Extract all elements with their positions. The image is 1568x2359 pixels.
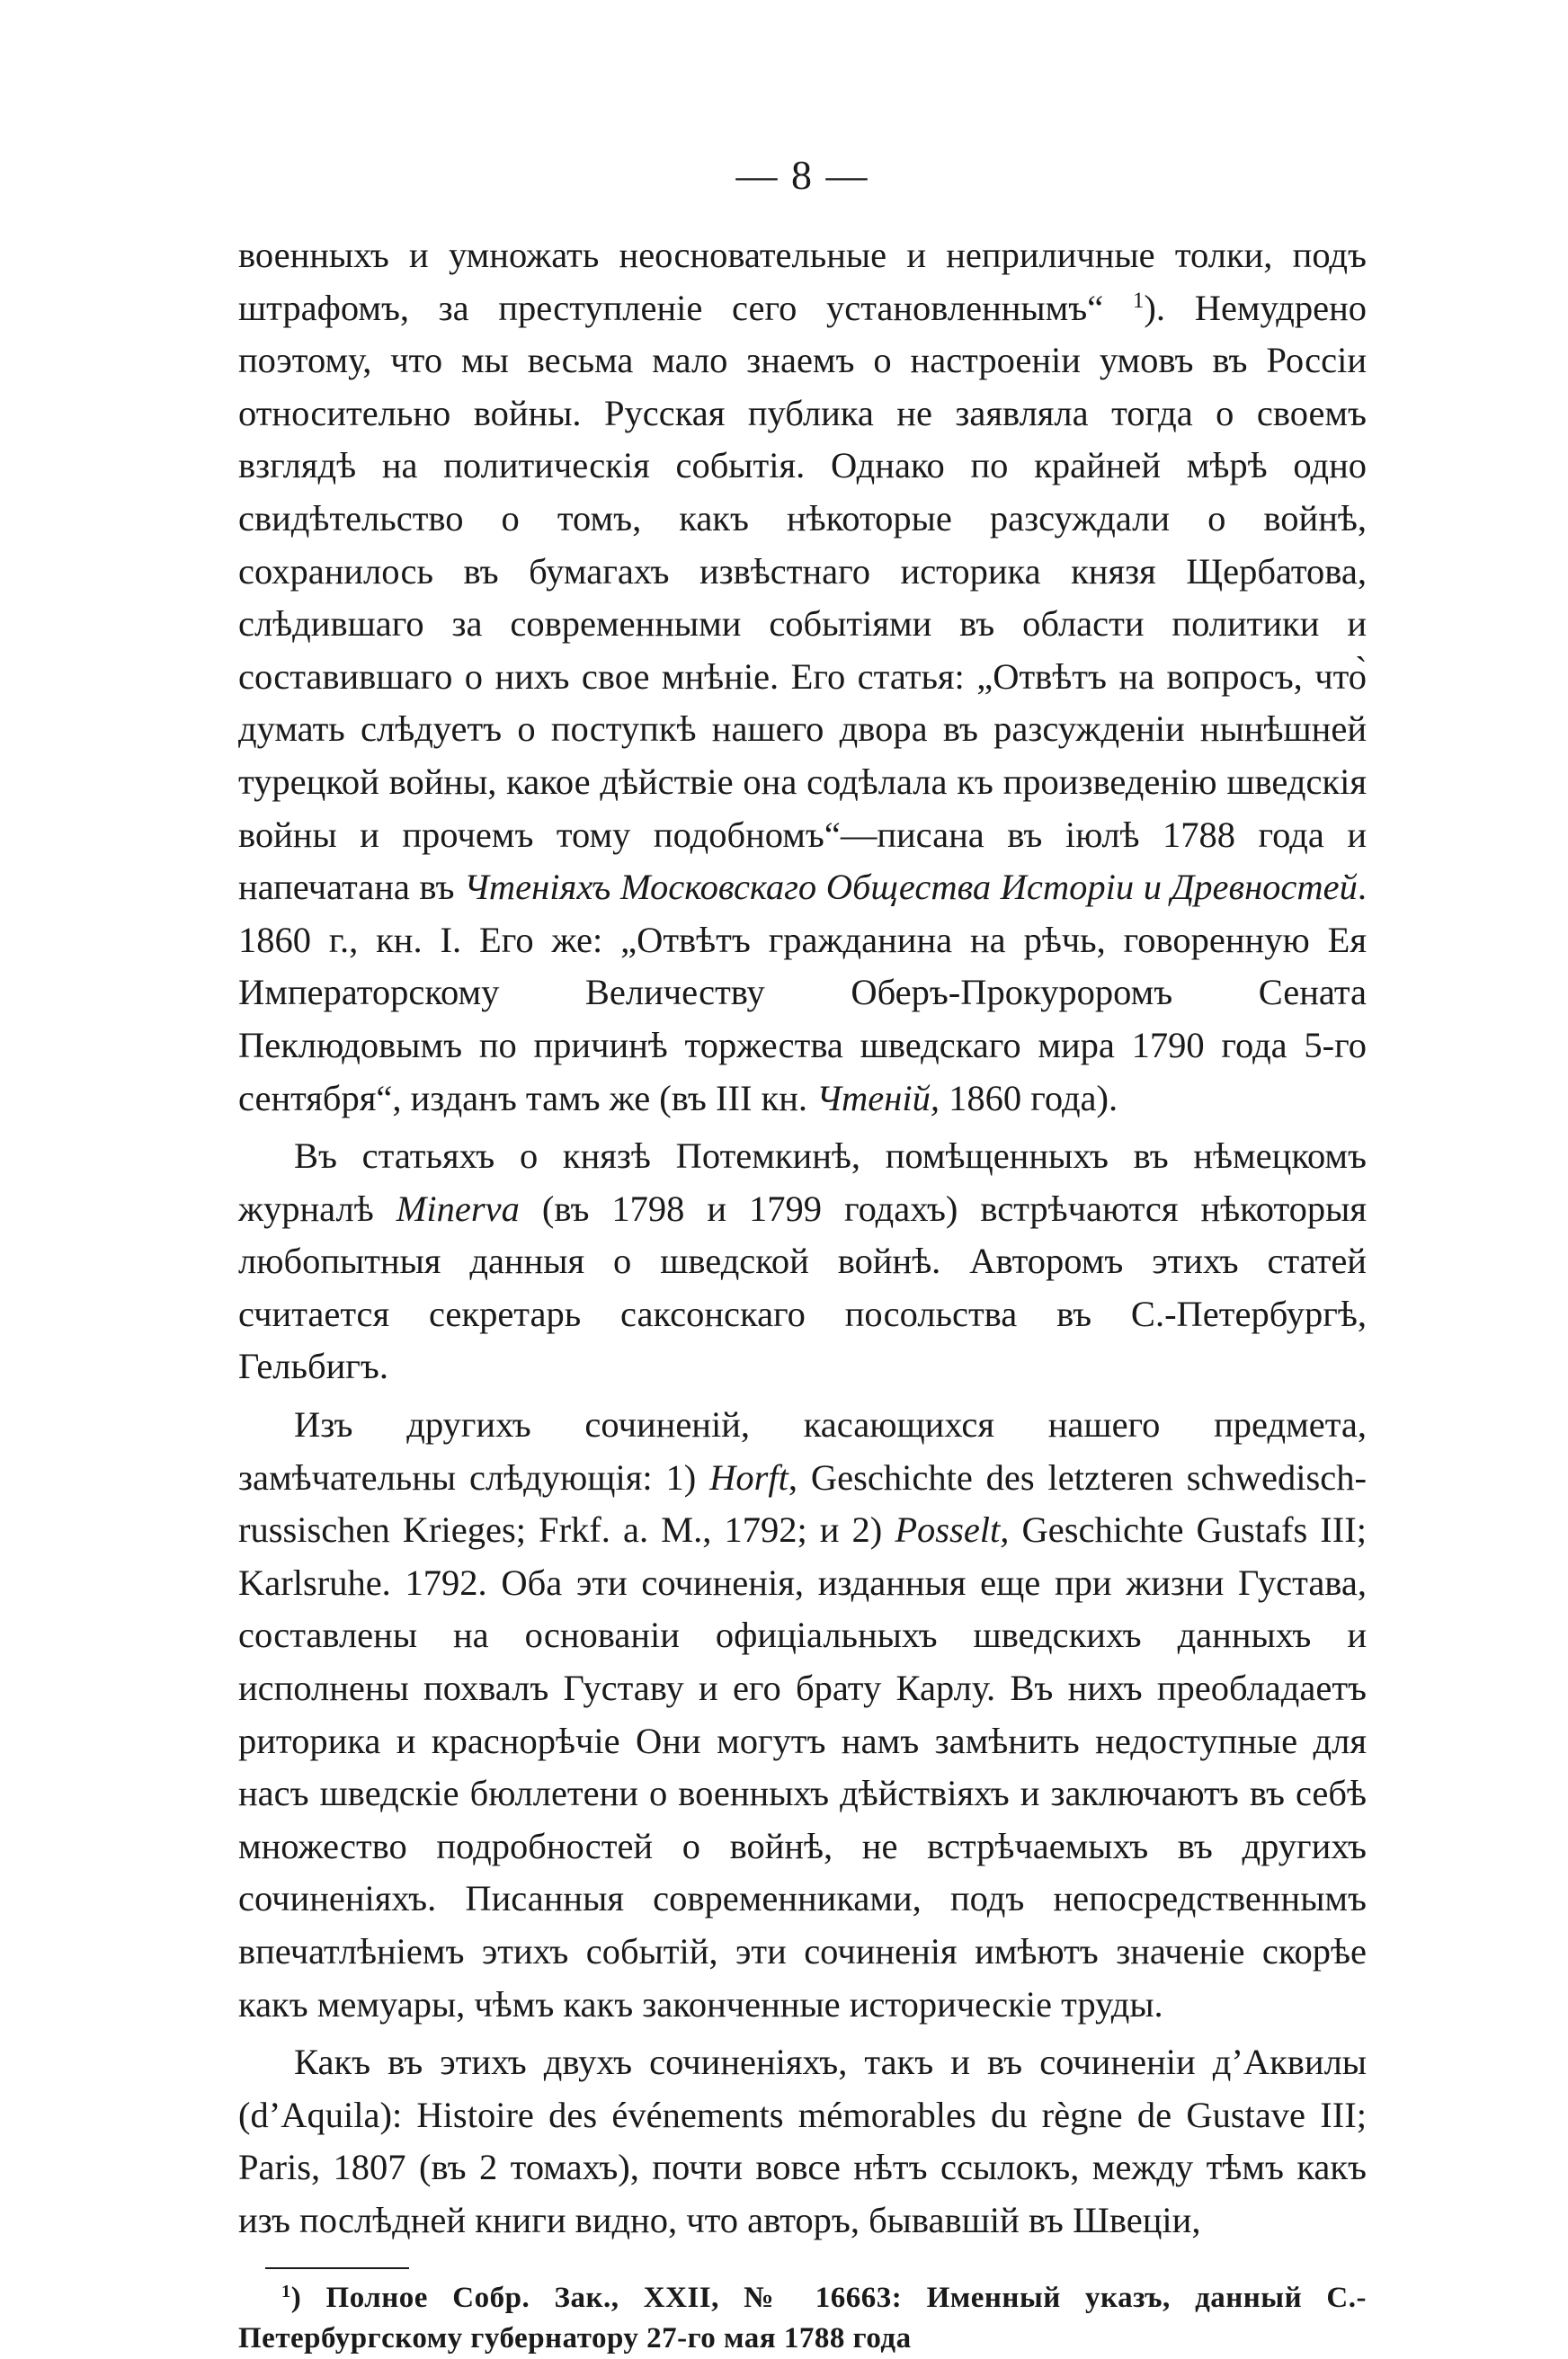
text-run-italic: Horft [709,1456,788,1498]
paragraph [238,229,1367,1125]
text-run: 1860 года). [940,1077,1118,1118]
paragraph [238,1130,1367,1393]
footnotes [238,2278,1367,2359]
text-run: ). Немудрено поэтому, что мы весьма мало знаемъ о настроеніи умовъ въ Россіи относительно войны. Русская публика не заявляла тогда о своемъ взглядѣ на политическія событія. Однако по крайней мѣрѣ одно свидѣтельство о томъ, какъ нѣкоторые разсуждали о войнѣ, сохранилось въ бумагахъ извѣстнаго историка князя Щербатова, слѣдившаго за современными событіями въ области политики и составившаго о нихъ свое мнѣніе. Его статья: „Отвѣтъ на вопросъ, что̀ думать слѣдуетъ о поступкѣ нашего двора въ разсужденіи нынѣшней турецкой войны, какое дѣйствіе она содѣлала къ произведенію шведскія войны и прочемъ тому подобномъ“—писана въ іюлѣ 1788 года и напечатана въ [238,287,1367,908]
paragraph [238,2036,1367,2247]
text-run-italic: Чтеній, [816,1077,940,1118]
footnote-marker: 1 [281,2281,291,2301]
text-run: Geschichte Gustafs III; Karlsruhe. 1792. Оба эти сочиненія, изданныя еще при жизни Густава, составлены на основаніи офиціальныхъ шведскихъ данныхъ и исполнены похвалъ Густаву и его брату Карлу. Въ нихъ преобладаетъ риторика и краснорѣчіе Они могутъ намъ замѣнить недоступные для насъ шведскіе бюллетени о военныхъ дѣйствіяхъ и заключаютъ въ себѣ множество подробностей о войнѣ, не встрѣчаемыхъ въ другихъ сочиненіяхъ. Писанныя современниками, подъ непосредственнымъ впечатлѣніемъ этихъ событій, эти сочиненія имѣютъ значеніе скорѣе какъ мемуары, чѣмъ какъ законченные историческіе труды. [238,1509,1367,2025]
text-run-italic: Чтеніяхъ Московскаго Общества Исторіи и Древностей [464,867,1358,908]
text-run: Въ статьяхъ о князѣ Потемкинѣ, помѣщенныхъ въ нѣмецкомъ журналѣ [238,1135,1367,1229]
text-run: Изъ другихъ сочиненій, касающихся нашего предмета, замѣчательны слѣдующія: 1) [238,1404,1367,1498]
text-run: . 1860 г., кн. I. Его же: „Отвѣтъ гражданина на рѣчь, говоренную Ея Императорскому Величеству Оберъ-Прокуроромъ Сената Пеклюдовымъ по причинѣ торжества шведскаго мира 1790 года 5-го сентября“, изданъ тамъ же (въ III кн. [238,867,1367,1118]
body-text [238,229,1367,2248]
footnote-divider [265,2267,409,2269]
footnote-text: ) Полное Собр. Зак., XXII, № 16663: Именный указъ, данный С.-Петербургскому губернатору 27-го мая 1788 года [238,2281,1367,2355]
text-run: военныхъ и умножать неосновательные и неприличные толки, подъ штрафомъ, за преступленіе сего установленнымъ“ [238,235,1367,328]
text-run-italic: Posselt, [895,1509,1010,1551]
paragraph [238,1399,1367,2031]
text-run: Какъ въ этихъ двухъ сочиненіяхъ, такъ и въ сочиненіи д’Аквилы (d’Aquila): Histoire des événements mémorables du règne de Gustave III; Paris, 1807 (въ 2 томахъ), почти вовсе нѣтъ ссылокъ, между тѣмъ какъ изъ послѣдней книги видно, что авторъ, бывавшій въ Швеціи, [238,2042,1367,2240]
text-run: (въ 1798 и 1799 годахъ) встрѣчаются нѣкоторыя любопытныя данныя о шведской войнѣ. Авторомъ этихъ статей считается секретарь саксонскаго посольства въ С.-Петербургѣ, Гельбигъ. [238,1188,1367,1387]
page-number: — 8 — [735,152,869,198]
footnote-reference[interactable]: 1 [1132,288,1145,313]
text-run-italic: Minerva [396,1188,520,1229]
document-page [238,148,1367,2359]
text-run: , Geschichte des letzteren schwedisch-russischen Krieges; Frkf. a. M., 1792; и 2) [238,1456,1367,1551]
footnote [238,2278,1367,2359]
